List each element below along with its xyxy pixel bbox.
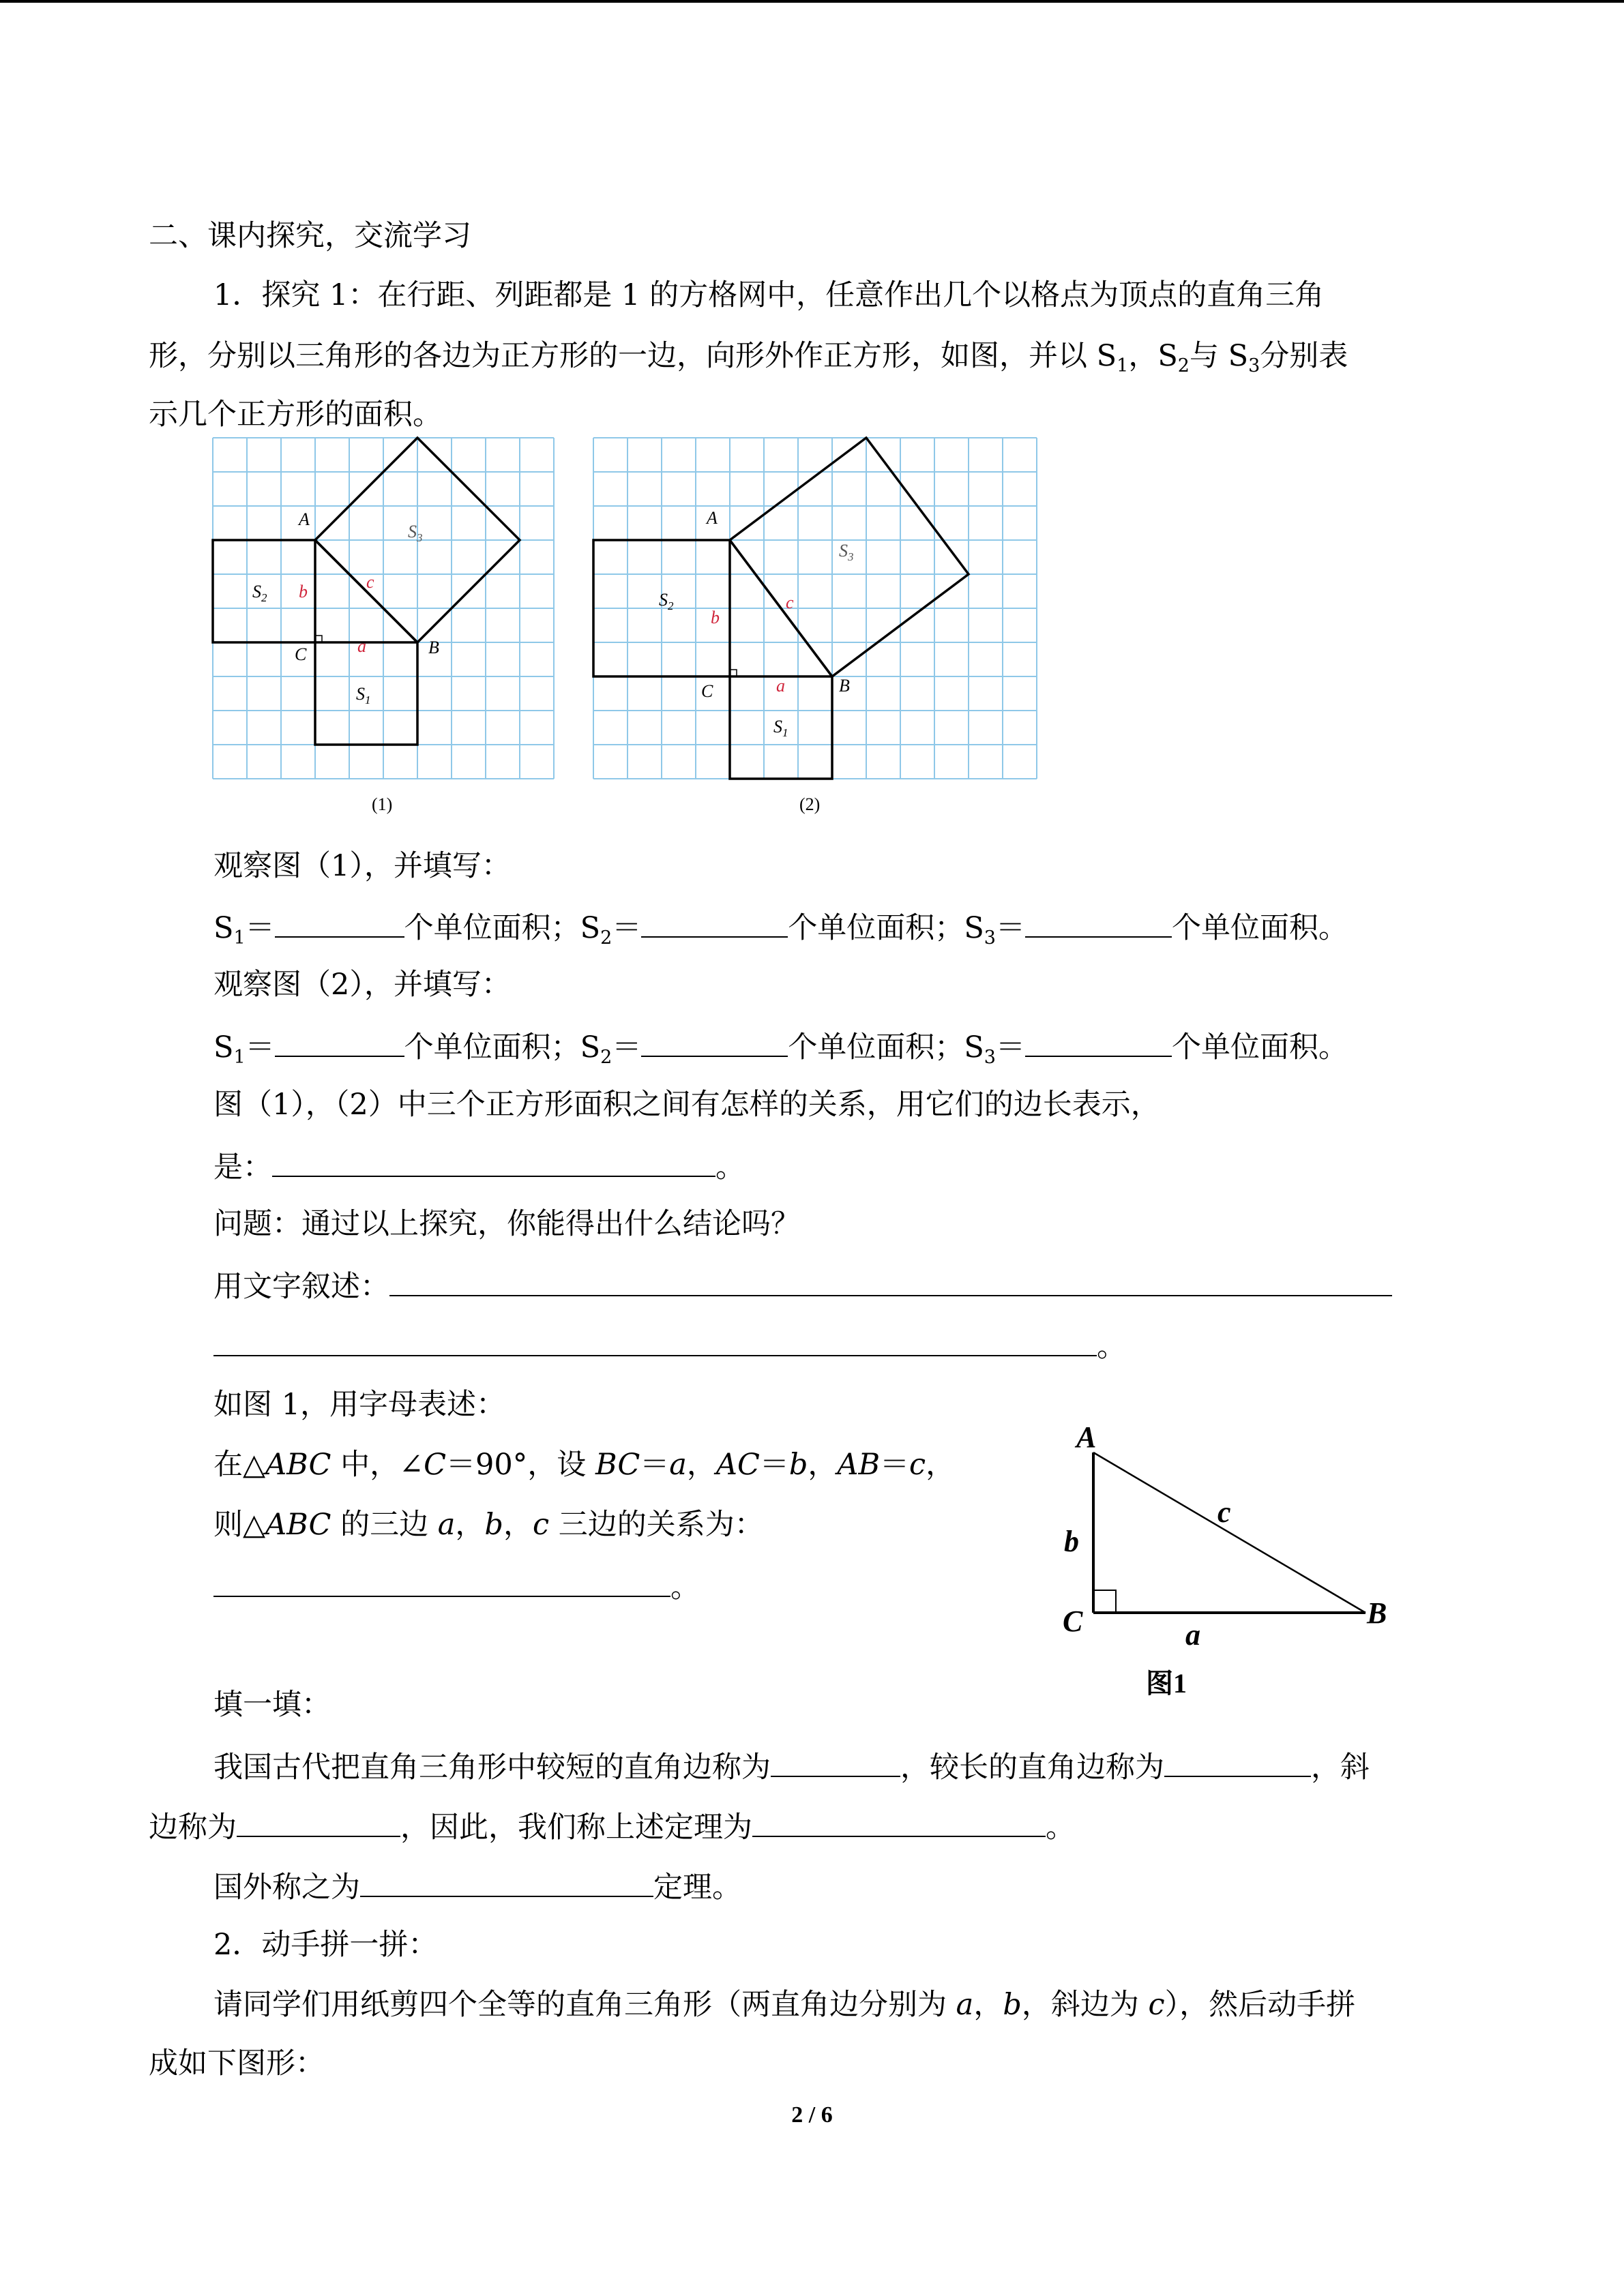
- sub-2: 2: [1177, 355, 1190, 376]
- sub-1: 1: [1117, 355, 1129, 376]
- item1-label: 1．探究 1：: [213, 278, 378, 312]
- conclusion-text-line-2: 。: [213, 1324, 1126, 1367]
- tri-label-c: c: [1217, 1495, 1231, 1529]
- label-S2: $S_2$: [252, 582, 267, 604]
- tri-label-b: b: [1064, 1525, 1079, 1558]
- label-b: b: [711, 608, 720, 627]
- s2-blank-fig2[interactable]: [641, 1024, 788, 1057]
- item2-line2: 成如下图形：: [149, 2046, 325, 2081]
- conclusion-text-line: 用文字叙述：: [213, 1264, 1392, 1307]
- label-S3: $S_3$: [408, 522, 423, 544]
- grid-figure-2: [592, 436, 1042, 784]
- item2-title: 2．动手拼一拼：: [213, 1928, 438, 1962]
- label-S1: $S_1$: [773, 717, 788, 739]
- letters-then: 则△ABC 的三边 a，b，c 三边的关系为：: [213, 1508, 764, 1542]
- label-b: b: [299, 582, 308, 601]
- label-c: c: [366, 572, 374, 592]
- grid-figure-1: [211, 436, 559, 784]
- item1-line3: 示几个正方形的面积。: [149, 398, 442, 432]
- tri-label-C: C: [1063, 1605, 1083, 1638]
- item1-line2-d: 分别表: [1260, 339, 1348, 373]
- label-c: c: [786, 593, 794, 612]
- label-S1: $S_1$: [356, 684, 371, 706]
- label-A: A: [299, 509, 310, 529]
- hypotenuse-name-blank[interactable]: [237, 1804, 400, 1837]
- item1-line1: [213, 275, 1324, 316]
- item1-line2-c: 与 S: [1189, 339, 1249, 373]
- fill-title: 填一填：: [213, 1688, 331, 1722]
- short-leg-blank[interactable]: [771, 1744, 900, 1777]
- side-c: [1093, 1452, 1365, 1613]
- item1-line1-text: 在行距、列距都是 1 的方格网中，任意作出几个以格点为顶点的直角三角: [377, 278, 1325, 312]
- tri-label-A: A: [1076, 1420, 1097, 1454]
- letters-answer-blank[interactable]: [213, 1564, 670, 1597]
- letters-condition: 在△ABC 中，∠C＝90°，设 BC＝a，AC＝b，AB＝c，: [213, 1448, 956, 1482]
- label-A: A: [707, 508, 718, 528]
- fill-line1: 我国古代把直角三角形中较短的直角边称为 ，较长的直角边称为 ，斜: [213, 1744, 1370, 1788]
- observe1-prompt: 观察图（1），并填写：: [213, 849, 511, 883]
- sub-3: 3: [1248, 355, 1260, 376]
- page-number: 2 / 6: [791, 2102, 833, 2128]
- fig2-caption: (2): [799, 794, 821, 814]
- s1-blank-fig2[interactable]: [275, 1024, 404, 1057]
- triangle-shape: [1093, 1452, 1365, 1613]
- observe2-fill-line: $S_1=$ 个单位面积；$S_2=$ 个单位面积；$S_3=$ 个单位面积。: [213, 1024, 1348, 1068]
- page-top-border: [0, 0, 1624, 3]
- label-S2: $S_2$: [659, 590, 674, 612]
- label-S3: $S_3$: [839, 541, 854, 563]
- fill-line2: 边称为 ，因此，我们称上述定理为 。: [149, 1804, 1075, 1848]
- relation-answer-line: 是： 。: [213, 1144, 745, 1188]
- tri-caption: 图1: [1146, 1668, 1187, 1699]
- relation-answer-blank[interactable]: [272, 1144, 715, 1177]
- theorem-name-blank[interactable]: [752, 1804, 1046, 1837]
- fill-line3: 国外称之为 定理。: [213, 1864, 741, 1908]
- foreign-theorem-blank[interactable]: [360, 1864, 653, 1897]
- item2-line1: 请同学们用纸剪四个全等的直角三角形（两直角边分别为 a，b，斜边为 c），然后动手拼: [213, 1988, 1356, 2022]
- label-a: a: [357, 636, 366, 656]
- s2-blank-fig1[interactable]: [641, 905, 788, 938]
- fig1-caption: (1): [372, 794, 393, 814]
- long-leg-blank[interactable]: [1164, 1744, 1311, 1777]
- conclusion-blank-1[interactable]: [389, 1264, 1392, 1296]
- item1-line2: [149, 336, 1348, 376]
- tri-label-a: a: [1185, 1618, 1200, 1652]
- label-C: C: [701, 681, 713, 701]
- observe1-fill-line: $S_1=$ 个单位面积；$S_2=$ 个单位面积；$S_3=$ 个单位面积。: [213, 905, 1348, 949]
- letters-intro: 如图 1，用字母表述：: [213, 1388, 506, 1422]
- relation-question: 图（1），（2）中三个正方形面积之间有怎样的关系，用它们的边长表示，: [213, 1088, 1160, 1122]
- s3-blank-fig2[interactable]: [1025, 1024, 1172, 1057]
- letters-answer-line: 。: [213, 1564, 700, 1608]
- triangle-figure: [1050, 1405, 1405, 1705]
- label-a: a: [776, 676, 785, 696]
- section-title: 二、课内探究，交流学习: [149, 219, 471, 253]
- observe2-prompt: 观察图（2），并填写：: [213, 968, 511, 1002]
- item1-line2-b: ，S: [1128, 339, 1178, 373]
- conclusion-blank-2[interactable]: [213, 1324, 1097, 1356]
- conclusion-question: 问题：通过以上探究，你能得出什么结论吗？: [213, 1207, 800, 1241]
- label-B: B: [428, 638, 439, 657]
- s3-blank-fig1[interactable]: [1025, 905, 1172, 938]
- tri-label-B: B: [1367, 1596, 1387, 1630]
- label-C: C: [295, 644, 307, 664]
- item1-line2-a: 形，分别以三角形的各边为正方形的一边，向形外作正方形，如图，并以 S: [149, 339, 1117, 373]
- s1-blank-fig1[interactable]: [275, 905, 404, 938]
- label-B: B: [839, 676, 850, 696]
- right-angle-mark: [1093, 1590, 1116, 1613]
